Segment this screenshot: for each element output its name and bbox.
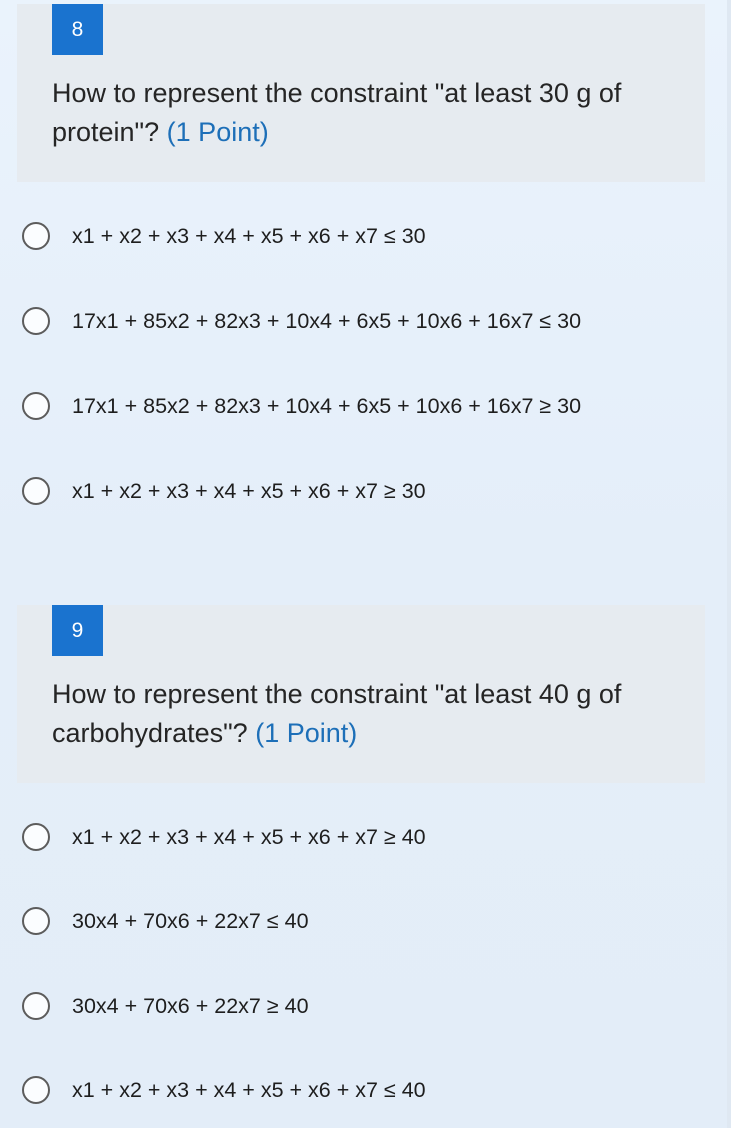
answer-option-label: x1 + x2 + x3 + x4 + x5 + x6 + x7 ≥ 40 [72, 824, 426, 849]
answer-option-label: x1 + x2 + x3 + x4 + x5 + x6 + x7 ≥ 30 [72, 478, 426, 503]
radio-button-icon[interactable] [22, 392, 50, 420]
answer-option[interactable] [22, 1073, 426, 1107]
answer-option-label: x1 + x2 + x3 + x4 + x5 + x6 + x7 ≤ 30 [72, 223, 426, 248]
question-title [52, 74, 682, 152]
answer-option-label: x1 + x2 + x3 + x4 + x5 + x6 + x7 ≤ 40 [72, 1077, 426, 1102]
question-card-8 [17, 4, 705, 182]
page-edge-divider [727, 0, 731, 1128]
answer-option[interactable] [22, 389, 581, 423]
question-number-badge: 9 [52, 605, 103, 656]
answer-option[interactable] [22, 904, 309, 938]
radio-button-icon[interactable] [22, 1076, 50, 1104]
radio-button-icon[interactable] [22, 477, 50, 505]
radio-button-icon[interactable] [22, 907, 50, 935]
radio-button-icon[interactable] [22, 992, 50, 1020]
question-points: (1 Point) [166, 117, 269, 147]
question-points: (1 Point) [255, 718, 358, 748]
question-text: How to represent the constraint "at least 40 g of carbohydrates"? [52, 679, 622, 748]
radio-button-icon[interactable] [22, 823, 50, 851]
question-text: How to represent the constraint "at least 30 g of protein"? [52, 78, 622, 147]
answer-option[interactable] [22, 820, 426, 854]
answer-option[interactable] [22, 304, 581, 338]
answer-option[interactable] [22, 989, 309, 1023]
answer-option-label: 17x1 + 85x2 + 82x3 + 10x4 + 6x5 + 10x6 + 16x7 ≥ 30 [72, 393, 582, 418]
answer-option-label: 30x4 + 70x6 + 22x7 ≥ 40 [72, 993, 309, 1018]
question-number-badge: 8 [52, 4, 103, 55]
question-card-9 [17, 605, 705, 783]
radio-button-icon[interactable] [22, 222, 50, 250]
radio-button-icon[interactable] [22, 307, 50, 335]
answer-option-label: 17x1 + 85x2 + 82x3 + 10x4 + 6x5 + 10x6 + 16x7 ≤ 30 [72, 308, 582, 333]
answer-option[interactable] [22, 219, 426, 253]
question-title [52, 675, 682, 753]
answer-option[interactable] [22, 474, 426, 508]
answer-option-label: 30x4 + 70x6 + 22x7 ≤ 40 [72, 908, 309, 933]
